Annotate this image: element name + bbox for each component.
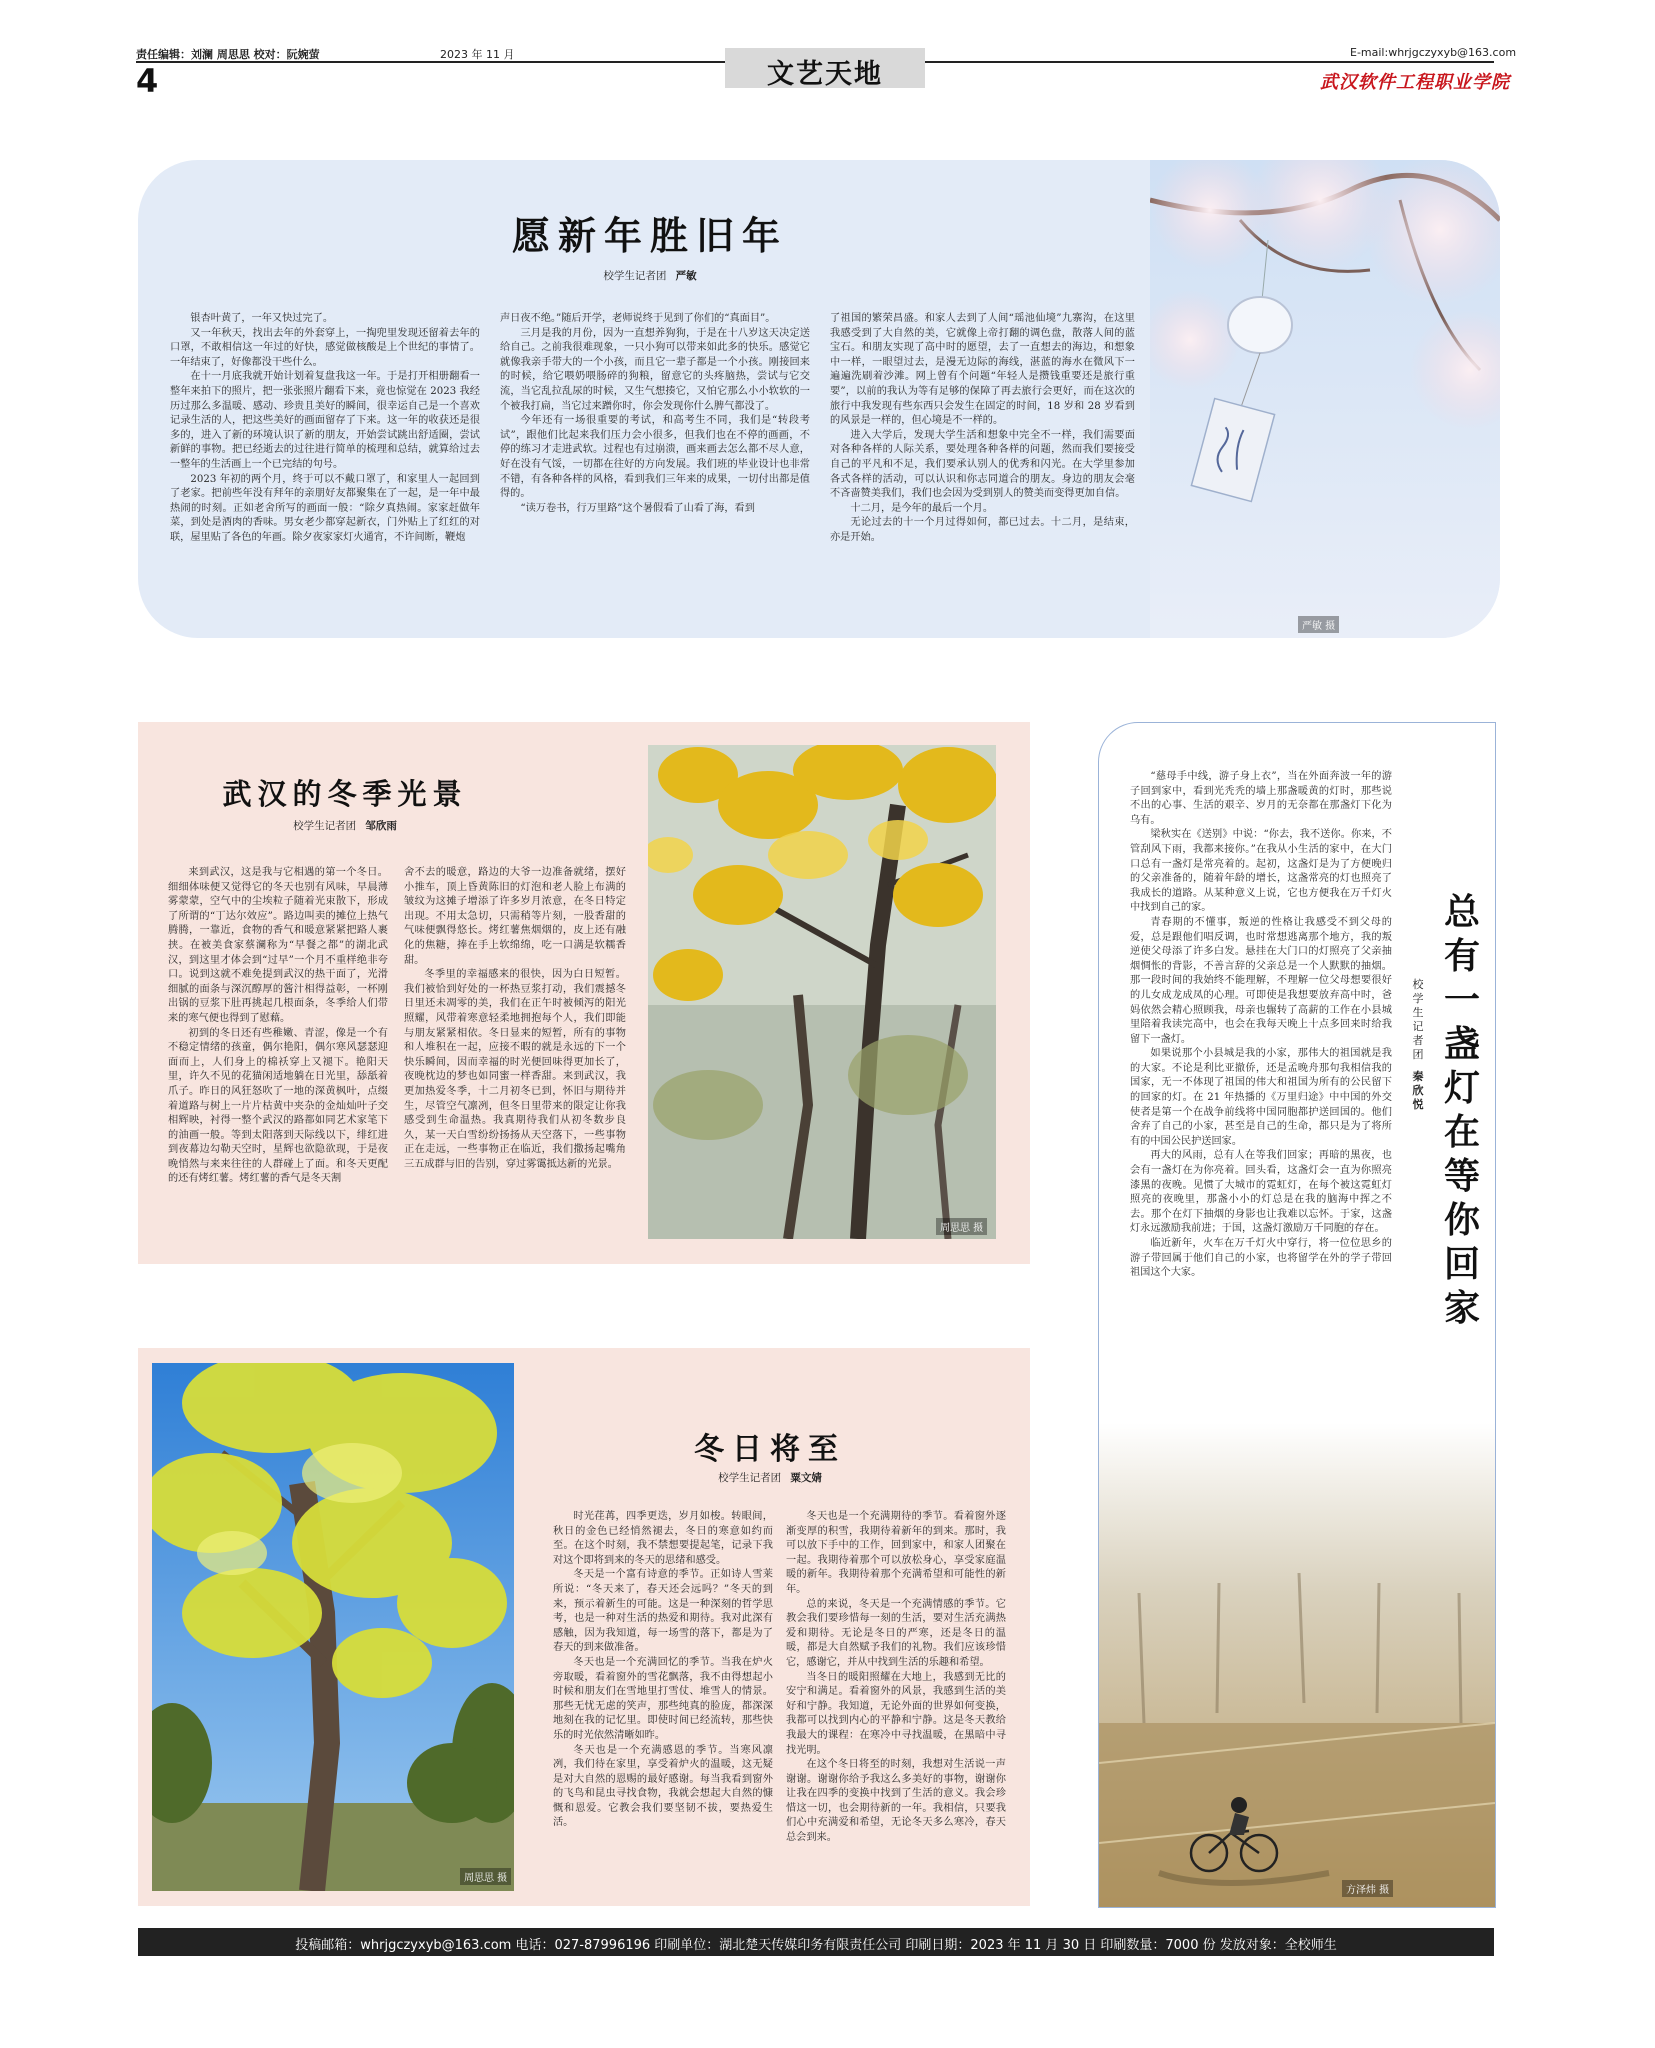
- paragraph: 冬天也是一个充满感恩的季节。当寒风凛冽，我们待在家里，享受着炉火的温暖，这无疑是对大自然的恩赐的最好感谢。每当我看到窗外的飞鸟和昆虫寻找食物，我就会想起大自然的慷慨和恩爱。它教会我们要坚韧不拔，要热爱生活。: [553, 1744, 773, 1829]
- photo-credit: 严敏 摄: [1298, 616, 1339, 633]
- article-byline: [450, 268, 850, 283]
- paragraph: 初到的冬日还有些稚嫩、青涩，像是一个有不稳定情绪的孩童，偶尔艳阳，偶尔寒风瑟瑟迎面而上，人们身上的棉袄穿上又褪下。艳阳天里，许久不见的花猫闲适地躺在日光里，舔舐着爪子。昨日的风狂怒吹了一地的深黄枫叶，点缀着道路与树上一片片枯黄中夹杂的金灿灿叶子交相辉映，衬得一整个武汉的路都如同艺术家笔下的油画一般。等到太阳落到天际线以下，绯红进到夜幕边勾勒天空时，星辉也欲隐欲现，于是夜晚悄然与来来往往的人群碰上了面。和冬天更配的还有烤红薯。烤红薯的香气是冬天割: [168, 1027, 388, 1185]
- paragraph: 银杏叶黄了，一年又快过完了。: [190, 313, 334, 324]
- paragraph: 总的来说，冬天是一个充满情感的季节。它教会我们要珍惜每一刻的生活，要对生活充满热爱和期待。无论是冬日的严寒，还是冬日的温暖，都是大自然赋予我们的礼物。我们应该珍惜它，感谢它，并从中找到生活的乐趣和希望。: [786, 1598, 1006, 1668]
- article-byline: [170, 818, 520, 833]
- article-byline: [560, 1470, 980, 1485]
- article-column-1: [553, 1510, 773, 1890]
- paragraph: 青春期的不懂事，叛逆的性格让我感受不到父母的爱，总是跟他们唱反调，也时常想逃离那个地方，我的叛逆使父母添了许多白发。悬挂在大门口的灯照亮了父亲抽烟惆怅的背影，不善言辞的父亲总是一个人默默的抽烟。那一段时间的我始终不能理解，不理解一位父母想要很好的儿女成龙成凤的心理。可即使是我想要放弃高中时，爸妈依然会精心照顾我，母亲也辗转了高薪的工作在小县城里陪着我读完高中，也会在我每天晚上十点多回来时给我留下一盏灯。: [1130, 916, 1392, 1045]
- editor-credits: 责任编辑：刘澜 周思思 校对：阮婉萤: [136, 48, 320, 61]
- article-byline: [1410, 978, 1426, 1112]
- footer-info: 投稿邮箱：whrjgczyxyb@163.com 电话：027-87996196 印刷单位：湖北楚天传媒印务有限责任公司 印刷日期：2023 年 11 月 30 日 印刷数量：7000 份 发放对象：全校师生: [295, 1938, 1337, 1953]
- cyclist-photo: [1099, 1423, 1495, 1907]
- contact-email: E-mail:whrjgczyxyb@163.com: [1350, 46, 1517, 59]
- article-column-2: [786, 1510, 1006, 1890]
- paragraph: 在这个冬日将至的时刻，我想对生活说一声谢谢。谢谢你给予我这么多美好的事物，谢谢你让我在四季的变换中找到了生活的意义。我会珍惜这一切，也会期待新的一年。我相信，只要我们心中充满爱和希望，无论冬天多么寒冷，春天总会到来。: [786, 1759, 1006, 1844]
- school-name: 武汉软件工程职业学院: [1320, 72, 1510, 93]
- byline-name: 邹欣雨: [365, 820, 397, 832]
- section-title: 文艺天地: [767, 59, 883, 90]
- article-title: 总有一盏灯在等你回家: [1443, 891, 1480, 1329]
- paragraph: “慈母手中线，游子身上衣”，当在外面奔波一年的游子回到家中，看到光秃秃的墙上那盏暖黄的灯时，那些说不出的心事、生活的艰辛、岁月的无奈都在那盏灯下化为乌有。: [1130, 771, 1392, 826]
- article-column-2: [500, 312, 810, 612]
- paragraph: 无论过去的十一个月过得如何，都已过去。十二月，是结束，亦是开始。: [830, 517, 1135, 543]
- paragraph: 舍不去的暖意，路边的大爷一边准备就绪，摆好小推车，顶上昏黄陈旧的灯泡和老人脸上布满的皱纹为这摊子增添了许多岁月浓意，在冬日特定出现。不用太急切，只需稍等片刻，一股香甜的气味便飘得悠长。烤红薯焦烟烟的，皮上还有融化的焦糖，捧在手上软绵绵，吃一口满是软糯香甜。: [404, 867, 626, 966]
- byline-prefix: 校学生记者团: [718, 1472, 782, 1484]
- paragraph: 来到武汉，这是我与它相遇的第一个冬日。细细体味便又觉得它的冬天也别有风味，早晨薄雾蒙蒙，空气中的尘埃粒子随着光束散下，形成了所谓的“丁达尔效应”。路边叫卖的摊位上热气腾腾，一靠近，食物的香气和暖意紧紧把路人裹挟。在被美食家蔡澜称为“早餐之都”的湖北武汉，到这里才体会到“过早”一个月不重样绝非夸口。说到这就不难免提到武汉的热干面了，光滑细腻的面条与深沉醇厚的酱汁相得益彰，一杯刚出锅的豆浆下肚再挑起几根面条，冬季给人们带来的寒气便也得到了慰藉。: [168, 867, 388, 1024]
- byline-name: 秦欣悦: [1412, 1070, 1424, 1111]
- paragraph: 再大的风雨，总有人在等我们回家；再暗的黑夜，也会有一盏灯在为你亮着。回头看，这盏灯会一直为你照亮漆黑的夜晚。见惯了大城市的霓虹灯，在每个被这霓虹灯照亮的夜晚里，那盏小小的灯总是在我的脑海中挥之不去。那个在灯下抽烟的身影也让我难以忘怀。于家，这盏灯永远激励我前进；于国，这盏灯激励万千同胞的存在。: [1130, 1150, 1392, 1235]
- paragraph: 冬天是一个富有诗意的季节。正如诗人雪莱所说：“冬天来了，春天还会远吗？”冬天的到来，预示着新生的可能。这是一种深刻的哲学思考，也是一种对生活的热爱和期待。我对此深有感触，因为我知道，每一场雪的落下，都是为了春天的到来做准备。: [553, 1569, 773, 1654]
- page-number: 4: [136, 62, 159, 100]
- byline-prefix: 校学生记者团: [293, 820, 357, 832]
- paragraph: 在十一月底我就开始计划着复盘我这一年。于是打开相册翻看一整年来拍下的照片，把一张张照片翻看下来，竟也惊觉在 2023 我经历过那么多温暖、感动、珍贵且美好的瞬间，很幸运自己是一个喜欢记录生活的人，把这些美好的画面留存了下来。这一年的收获还是很多的，进入了新的环境认识了新的朋友，开始尝试跳出舒适圈，尝试新鲜的事物。把已经逝去的过往进行简单的梳理和总结，就算给过去一整年的生活画上一个已完结的句号。: [170, 371, 480, 470]
- photo-credit: 周思思 摄: [460, 1868, 511, 1885]
- ginkgo-leaves-photo: [648, 745, 996, 1239]
- paragraph: 当冬日的暖阳照耀在大地上，我感到无比的安宁和满足。看着窗外的风景，我感到生活的美好和宁静。我知道，无论外面的世界如何变换，我都可以找到内心的平静和宁静。这是冬天教给我最大的课程：在寒冷中寻找温暖，在黑暗中寻找光明。: [786, 1671, 1006, 1756]
- paragraph: “读万卷书，行万里路”这个暑假看了山看了海，看到: [520, 502, 755, 514]
- paragraph: 2023 年初的两个月，终于可以不戴口罩了，和家里人一起回到了老家。把前些年没有拜年的亲朋好友都聚集在了一起，是一年中最热闹的时刻。正如老舍所写的画面一般：“除夕真热闹。家家赶做年菜，到处是酒肉的香味。男女老少都穿起新衣，门外贴上了红红的对联，屋里贴了各色的年画。除夕夜家家灯火通宵，不许间断，鞭炮: [170, 473, 480, 543]
- byline-name: 粟文婧: [790, 1472, 822, 1484]
- paragraph: 梁秋实在《送别》中说：“你去，我不送你。你来，不管刮风下雨，我都来接你。”在我从小生活的家中，在大门口总有一盏灯是常亮着的。起初，这盏灯是为了方便晚归的父亲准备的，随着年龄的增长，这盏常亮的灯也照亮了我成长的道路。从某种意义上说，它也方便我在万千灯火中找到自己的家。: [1130, 829, 1392, 914]
- paragraph: 了祖国的繁荣昌盛。和家人去到了人间“瑶池仙境”九寨沟，在这里我感受到了大自然的美，它就像上帝打翻的调色盘，散落人间的蓝宝石。和朋友实现了高中时的愿望，去了一直想去的海边，和想象中一样，一眼望过去，是漫无边际的海线，湛蓝的海水在微风下一遍遍洗刷着沙滩。网上曾有个问题“年轻人是攒钱重要还是旅行重要”，以前的我认为等有足够的保障了再去旅行会更好，而在这次的旅行中我发现有些东西只会发生在固定的时间，18 岁和 28 岁看到的风景是一样的，但心境是不一样的。: [830, 313, 1135, 427]
- paragraph: 时光荏苒，四季更迭，岁月如梭。转眼间，秋日的金色已经悄然褪去，冬日的寒意如约而至。在这个时刻，我不禁想要提起笔，记录下我对这个即将到来的冬天的思绪和感受。: [553, 1511, 773, 1566]
- byline-prefix: 校学生记者团: [603, 270, 667, 282]
- photo-credit: 方泽炜 摄: [1342, 1880, 1393, 1897]
- paragraph: 如果说那个小县城是我的小家，那伟大的祖国就是我的大家。不论是利比亚撤侨，还是孟晚舟那句我相信我的国家，无一不体现了祖国的伟大和祖国为所有的公民留下的回家的灯。在 21 年热播的《万里归途》中中国的外交使者是第一个在战争前线将中国同胞都护送回国的。他们舍弃了自己的小家，甚至是自己的生命，都只是为了将所有的中国公民护送回家。: [1130, 1048, 1392, 1147]
- paragraph: 进入大学后，发现大学生活和想象中完全不一样，我们需要面对各种各样的人际关系，要处理各种各样的问题，然而我们要接受自己的平凡和不足，我们要承认别人的优秀和闪光。在大学里参加各式各样的活动，可以认识和你志同道合的朋友。身边的朋友会毫不吝啬赞美我们，我们也会因为受到别人的赞美而变得更加自信。: [830, 429, 1135, 500]
- ginkgo-tree-photo: [152, 1363, 514, 1891]
- paragraph: 临近新年，火车在万千灯火中穿行，将一位位思乡的游子带回属于他们自己的小家，也将留学在外的学子带回祖国这个大家。: [1130, 1238, 1392, 1279]
- byline-name: 严敏: [675, 270, 697, 282]
- article-column-3: [830, 312, 1135, 612]
- paragraph: 三月是我的月份，因为一直想养狗狗，于是在十八岁这天决定送给自己。之前我很难现象，一只小狗可以带来如此多的快乐。感觉它就像我亲手带大的一个小孩，而且它一辈子都是一个小孩。刚接回来的时候，给它喂奶喂肠碎的狗粮，留意它的头疼脑热，尝试与它交流，当它乱拉乱尿的时候，又生气想揍它，又怕它那么小小软软的一个被我打扁，当它过来蹭你时，你会发现你什么脾气都没了。: [500, 327, 810, 412]
- paragraph: 冬天也是一个充满回忆的季节。当我在炉火旁取暖，看着窗外的雪花飘落，我不由得想起小时候和朋友们在雪地里打雪仗、堆雪人的情景。那些无忧无虑的笑声，那些纯真的脸庞，都深深地刻在我的记忆里。即使时间已经流转，那些快乐的时光依然清晰如昨。: [553, 1656, 773, 1741]
- article-title: 冬日将至: [694, 1432, 846, 1467]
- paragraph: 今年还有一场很重要的考试，和高考生不同，我们是“转段考试”，跟他们比起来我们压力会小很多，但我们也在不停的画画，不停的练习才走进武软。过程也有过崩溃，画来画去怎么都不尽人意，好在没有气馁，一切都在往好的方向发展。我们班的毕业设计也非常不错，有各种各样的风格，看到我们三年来的成果，一切付出都是值得的。: [500, 415, 810, 500]
- cherry-blossom-photo: [1150, 160, 1500, 638]
- article-title: 愿新年胜旧年: [511, 213, 788, 258]
- issue-date: 2023 年 11 月: [440, 48, 515, 61]
- photo-credit: 周思思 摄: [936, 1218, 987, 1235]
- paragraph: 冬季里的幸福感来的很快，因为白日短暂。我们被恰到好处的一杯热豆浆打动，我们震撼冬日里还未凋零的美，我们在正午时被倾泻的阳光照耀，风带着寒意轻柔地拥抱每个人，我们即能与朋友紧紧相依。冬日显来的短暂，所有的事物和人堆积在一起，应接不暇的就是永远的下一个快乐瞬间，因而幸福的时光便回味得更加长了，夜晚枕边的梦也如同蜜一样香甜。来到武汉，我更加热爱冬季，十二月初冬已到，怀旧与期待并生，尽管空气凛冽，但冬日里带来的限定让你我感受到生命温热。我真期待我们从初冬数步良久，某一天白雪纷纷扬扬从天空落下，一些事物正在走远，一些事物正在临近，我们撒扬起嘴角三五成群与旧的告别，穿过雾霭抵达新的光景。: [404, 969, 626, 1170]
- paragraph: 声日夜不绝。”随后开学，老师说终于见到了你们的“真面目”。: [500, 313, 776, 324]
- paragraph: 冬天也是一个充满期待的季节。看着窗外逐渐变厚的积雪，我期待着新年的到来。那时，我可以放下手中的工作，回到家中，和家人团聚在一起。我期待着那个可以放松身心，享受家庭温暖的新年。我期待着那个充满希望和可能性的新年。: [786, 1511, 1006, 1595]
- article-column-1: [168, 866, 388, 1246]
- article-title: 武汉的冬季光景: [222, 777, 468, 811]
- article-column-1: [170, 312, 480, 612]
- byline-prefix: 校学生记者团: [1412, 978, 1424, 1061]
- article-column-2: [404, 866, 626, 1246]
- article-body: [1130, 770, 1392, 1450]
- paragraph: 十二月，是今年的最后一个月。: [850, 502, 994, 514]
- paragraph: 又一年秋天，找出去年的外套穿上，一掏兜里发现还留着去年的口罩，不敢相信这一年过的好快，感觉做核酸是上个世纪的事情了。一年结束了，好像都没干些什么。: [170, 327, 480, 368]
